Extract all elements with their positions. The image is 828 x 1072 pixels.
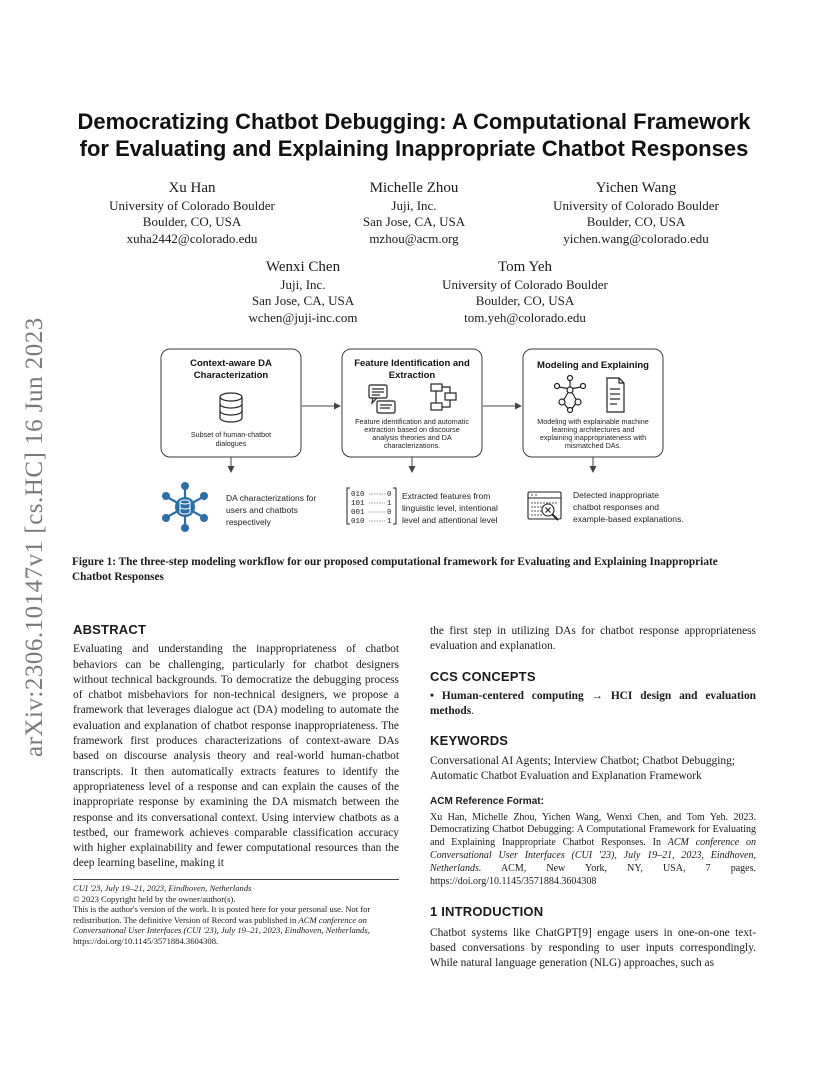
footnote-conference: CUI '23, July 19–21, 2023, Eindhoven, Netherlands [73, 883, 252, 893]
acm-reference [430, 812, 756, 889]
output3-line-1: Detected inappropriate [573, 490, 660, 500]
author-block [314, 178, 514, 247]
author-affiliation: University of Colorado Boulder [553, 198, 719, 213]
step3-sub-1: Modeling with explainable machine [537, 417, 649, 426]
author-name: Xu Han [168, 180, 216, 196]
author-name: Michelle Zhou [369, 180, 459, 196]
step2-title-2: Extraction [388, 370, 436, 381]
figure-caption: Figure 1: The three-step modeling workflow for our proposed computational framework for Evaluating and Explaining Inappropriate Chatbot Responses [72, 556, 718, 583]
step3-sub-4: mismatched DAs. [564, 441, 622, 450]
step2-sub-3: analysis theories and DA [372, 433, 452, 442]
abstract-text: Evaluating and understanding the inappropriateness of chatbot behaviors can be challenging, particularly for chatbot designers without technical backgrounds. To democratize the debugging process of chatbot misbehaviors for non-technical designers, we propose a framework that leverages dialogue act (DA) modeling to automate the evaluation and explanation of chatbot response inappropriateness. The framework first produces characterizations of context-aware DAs based on discourse analysis theory and real-world human-chatbot transcripts. It then automatically extracts features to identify the appropriateness level of a response and can explain the causes of the inappropriate response by examining the DA mismatch between the response and its conversational context. Using interview chatbots as a testbed, our framework achieves comparable classification accuracy with higher explainability and fewer computational resources than the deep learning baseline, making it [73, 643, 399, 870]
acm-reference-venue: ACM conference on Conversational User Interfaces (CUI '23), July 19–21, 2023, Eindhoven, Netherlands. [430, 837, 756, 874]
footnote-version [73, 904, 403, 946]
abstract-continued: the first step in utilizing DAs for chatbot response appropriateness evaluation and explanation. [430, 625, 756, 653]
author-email: wchen@juji-inc.com [248, 309, 358, 325]
arxiv-stamp [10, 290, 52, 760]
title-line-2: for Evaluating and Explaining Inappropriate Chatbot Responses [79, 136, 749, 161]
author-affiliation: Juji, Inc. [280, 277, 326, 292]
step1-sub-2: dialogues [215, 439, 247, 448]
introduction-text: Chatbot systems like ChatGPT[9] engage users in one-on-one text-based conversations by responding to user inputs correspondingly. While natural language generation (NLG) approaches, such as [430, 926, 756, 970]
step2-title-1: Feature Identification and [354, 358, 470, 369]
author-block [425, 257, 625, 326]
arxiv-stamp-text: arXiv:2306.10147v1 [cs.HC] 16 Jun 2023 [21, 317, 48, 757]
right-column [430, 624, 756, 972]
footnote-version-text: This is the author's version of the work. It is posted here for your personal use. Not for redistribution. The definitive Version of Record was published in [73, 904, 371, 925]
author-email: xuha2442@colorado.edu [126, 230, 258, 246]
step3-sub-2: learning architectures and [551, 425, 635, 434]
output3-line-2: chatbot responses and [573, 502, 660, 512]
author-location: San Jose, CA, USA [362, 214, 466, 230]
binary-data-icon [347, 488, 396, 526]
author-email: tom.yeh@colorado.edu [464, 309, 586, 325]
workflow-figure [150, 346, 710, 536]
output2-line-2: linguistic level, intentional [402, 503, 498, 513]
author-name: Wenxi Chen [265, 259, 341, 275]
da-network-icon [162, 482, 208, 532]
step1-sub-1: Subset of human-chatbot [190, 430, 272, 439]
binary-col-4: 1 [387, 518, 392, 526]
author-email: yichen.wang@colorado.edu [563, 230, 709, 246]
author-affiliation: University of Colorado Boulder [442, 277, 608, 292]
binary-row-2: 101 [351, 500, 365, 508]
author-location: San Jose, CA, USA [251, 293, 355, 309]
step1-title-1: Context-aware DA [190, 358, 272, 369]
acm-reference-authors: Xu Han, Michelle Zhou, Yichen Wang, Wenxi Chen, and Tom Yeh. 2023. Democratizing Chatbot Debugging: A Computational Framework for Evaluating and Explaining Inappropriate Chatbot Responses. In [430, 811, 756, 849]
binary-col-1: 0 [387, 491, 392, 499]
keywords-text: Conversational AI Agents; Interview Chatbot; Chatbot Debugging; Automatic Chatbot Evaluation and Explanation Framework [430, 754, 735, 783]
title-line-1: Democratizing Chatbot Debugging: A Computational Framework [77, 109, 751, 134]
author-block [203, 257, 403, 326]
author-email: mzhou@acm.org [369, 230, 459, 246]
author-name: Yichen Wang [595, 180, 677, 196]
footnote [73, 883, 403, 947]
keywords-heading: KEYWORDS [430, 733, 509, 749]
paper-title [60, 108, 768, 162]
binary-col-2: 1 [387, 500, 392, 508]
footnote-doi-link[interactable]: , https://doi.org/10.1145/3571884.3604308. [73, 925, 370, 946]
footnote-divider [73, 879, 399, 880]
output2-line-3: level and attentional level [402, 515, 498, 525]
step2-sub-2: extraction based on discourse [364, 425, 460, 434]
binary-row-3: 001 [351, 509, 365, 517]
binary-row-1: 010 [351, 491, 365, 499]
output1-line-1: DA characterizations for [226, 493, 317, 503]
author-block [536, 178, 736, 247]
step2-sub-1: Feature identification and automatic [355, 417, 469, 426]
acm-reference-heading: ACM Reference Format: [430, 796, 544, 808]
output1-line-2: users and chatbots [226, 505, 298, 515]
author-affiliation: Juji, Inc. [391, 198, 437, 213]
step1-title-2: Characterization [193, 370, 269, 381]
ccs-concept-text: • Human-centered computing → HCI design and evaluation methods [430, 689, 756, 718]
author-location: Boulder, CO, USA [586, 214, 686, 230]
author-name: Tom Yeh [498, 259, 552, 275]
introduction-heading: 1 INTRODUCTION [430, 904, 544, 920]
ccs-concepts [430, 689, 756, 720]
author-affiliation: University of Colorado Boulder [109, 198, 275, 213]
abstract-heading: ABSTRACT [73, 622, 147, 637]
ccs-end: . [471, 705, 474, 718]
author-location: Boulder, CO, USA [142, 214, 242, 230]
output2-line-1: Extracted features from [402, 491, 491, 501]
author-block [92, 178, 292, 247]
step3-title-1: Modeling and Explaining [537, 360, 649, 371]
author-location: Boulder, CO, USA [475, 293, 575, 309]
output1-line-3: respectively [226, 517, 271, 527]
output3-line-3: example-based explanations. [573, 514, 684, 524]
footnote-venue: ACM conference on Conversational User Interfaces (CUI '23), July 19–21, 2023, Eindhoven, Netherlands [73, 914, 368, 936]
left-column [73, 622, 399, 872]
step2-sub-4: characterizations. [383, 441, 441, 450]
binary-col-3: 0 [387, 509, 392, 517]
inspect-response-icon [528, 492, 561, 520]
acm-reference-doi[interactable]: ACM, New York, NY, USA, 7 pages. https://doi.org/10.1145/3571884.3604308 [430, 862, 756, 887]
footnote-copyright: © 2023 Copyright held by the owner/author(s). [73, 893, 236, 904]
step3-sub-3: explaining inappropriateness with [539, 433, 647, 442]
ccs-heading: CCS CONCEPTS [430, 668, 536, 684]
binary-row-4: 010 [351, 518, 365, 526]
